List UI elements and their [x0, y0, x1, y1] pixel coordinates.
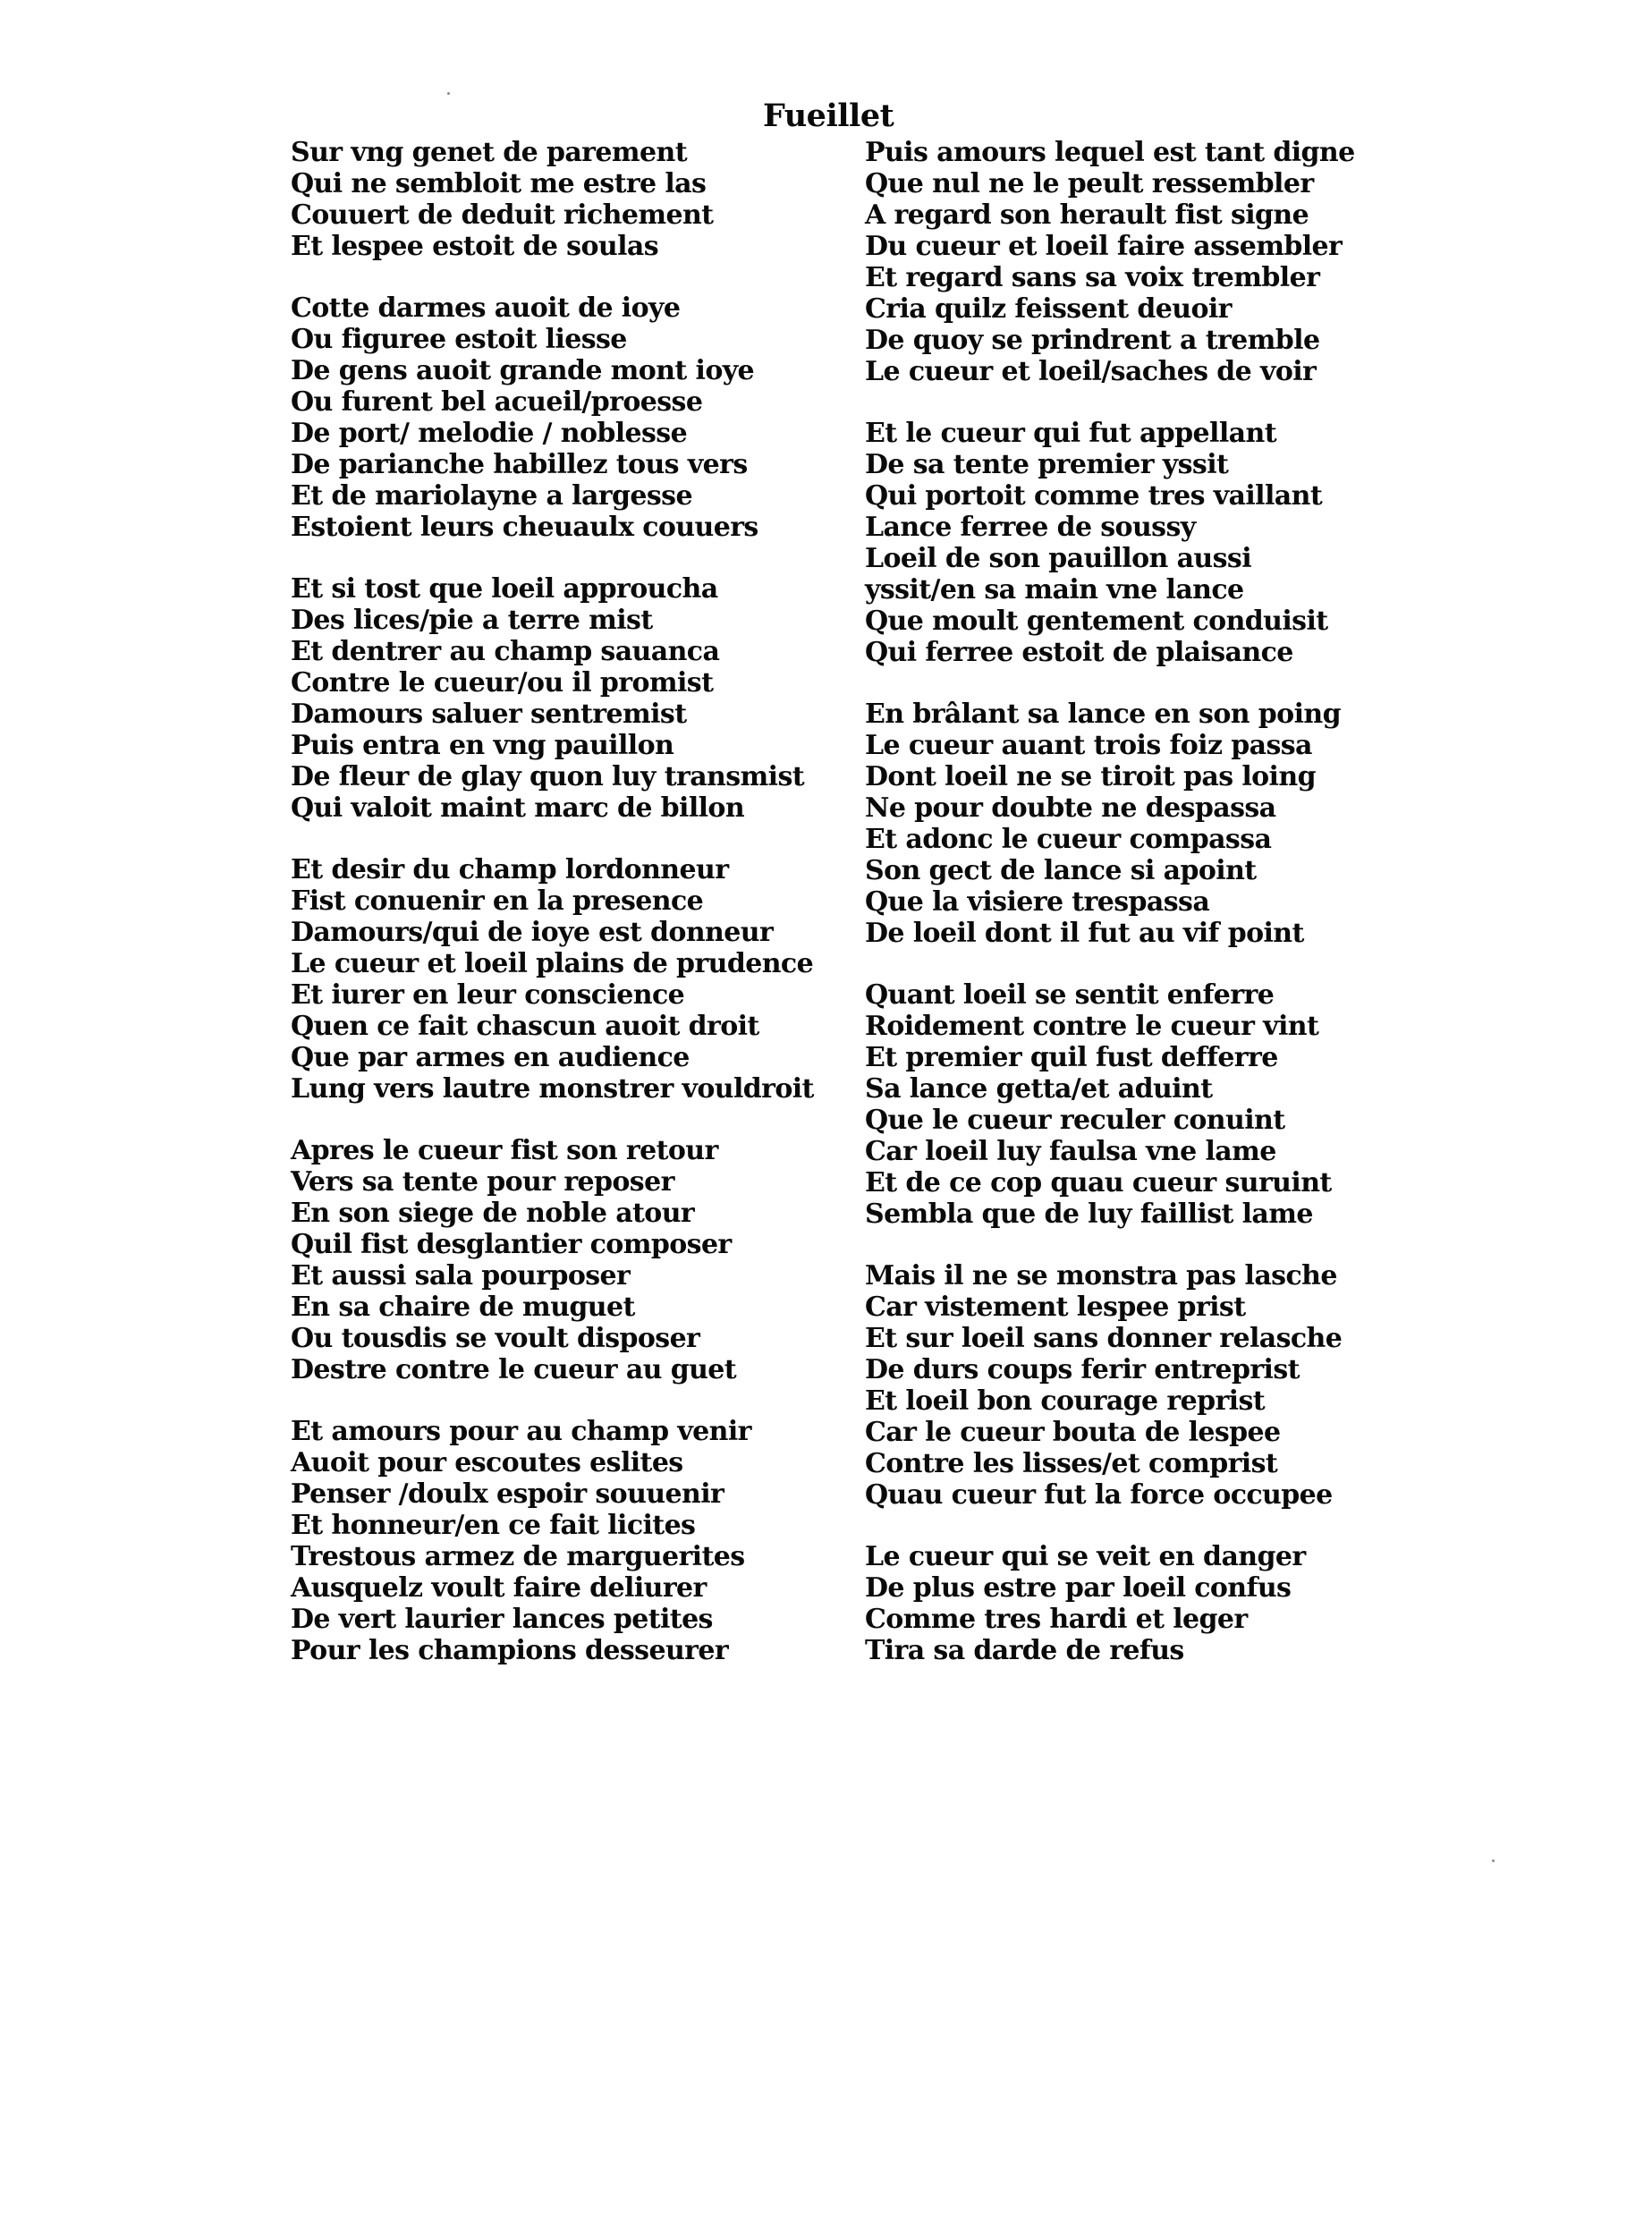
verse-line: Le cueur et loeil/saches de voir [865, 356, 1317, 387]
right-verse-column [865, 137, 1419, 1697]
verse-line: Puis amours lequel est tant digne [865, 137, 1355, 168]
verse-line: Quau cueur fut la force occupee [865, 1479, 1333, 1511]
verse-line: Loeil de son pauillon aussi [865, 543, 1251, 574]
verse-line: Damours/qui de ioye est donneur [291, 917, 774, 948]
verse-line: Et loeil bon courage reprist [865, 1385, 1265, 1417]
verse-line: Destre contre le cueur au guet [291, 1354, 737, 1385]
stanza [865, 137, 1419, 387]
verse-line: Et amours pour au champ venir [291, 1416, 751, 1447]
verse-line: Ne pour doubte ne despassa [865, 792, 1276, 824]
verse-line: Dont loeil ne se tiroit pas loing [865, 761, 1316, 792]
verse-line: De port/ melodie / noblesse [291, 418, 688, 449]
paper-speck [447, 92, 450, 95]
verse-line: Des lices/pie a terre mist [291, 605, 653, 636]
verse-line: Apres le cueur fist son retour [291, 1135, 718, 1166]
verse-line: De quoy se prindrent a tremble [865, 325, 1320, 356]
verse-line: Car loeil luy faulsa vne lame [865, 1136, 1276, 1167]
verse-line: Et regard sans sa voix trembler [865, 262, 1320, 293]
verse-line: Et adonc le cueur compassa [865, 824, 1272, 855]
verse-line: Sembla que de luy faillist lame [865, 1198, 1313, 1230]
verse-line: Ou tousdis se voult disposer [291, 1323, 700, 1354]
verse-line: Sur vng genet de parement [291, 137, 687, 168]
signature-mark: Fueillet [763, 97, 894, 134]
stanza [291, 1416, 827, 1666]
verse-line: De durs coups ferir entreprist [865, 1354, 1300, 1385]
verse-line: Et de mariolayne a largesse [291, 480, 692, 512]
verse-line: Le cueur auant trois foiz passa [865, 730, 1312, 761]
verse-line: Lance ferree de soussy [865, 512, 1196, 543]
verse-line: Comme tres hardi et leger [865, 1604, 1248, 1635]
verse-line: A regard son herault fist signe [865, 199, 1309, 231]
verse-line: Que le cueur reculer conuint [865, 1105, 1285, 1136]
verse-line: Trestous armez de marguerites [291, 1541, 745, 1572]
verse-line: Qui portoit comme tres vaillant [865, 480, 1323, 512]
stanza [865, 979, 1419, 1230]
stanza [865, 699, 1419, 949]
verse-line: Lung vers lautre monstrer vouldroit [291, 1073, 814, 1105]
verse-line: De sa tente premier yssit [865, 449, 1229, 480]
verse-line: Quil fist desglantier composer [291, 1229, 732, 1260]
verse-line: Cria quilz feissent deuoir [865, 293, 1232, 325]
verse-line: Son gect de lance si apoint [865, 855, 1257, 886]
verse-line: Estoient leurs cheuaulx couuers [291, 512, 758, 543]
left-verse-column [291, 137, 827, 1697]
verse-line: Et dentrer au champ sauanca [291, 636, 720, 667]
verse-line: Quen ce fait chascun auoit droit [291, 1011, 759, 1042]
verse-line: Que par armes en audience [291, 1042, 690, 1073]
verse-line: Et lespee estoit de soulas [291, 231, 659, 262]
verse-line: Et sur loeil sans donner relasche [865, 1323, 1343, 1354]
stanza [865, 418, 1419, 668]
verse-line: Et iurer en leur conscience [291, 979, 685, 1011]
verse-line: Et de ce cop quau cueur suruint [865, 1167, 1332, 1198]
verse-line: Puis entra en vng pauillon [291, 730, 674, 761]
verse-line: De loeil dont il fut au vif point [865, 918, 1304, 949]
verse-line: En son siege de noble atour [291, 1198, 695, 1229]
verse-line: Contre les lisses/et comprist [865, 1448, 1278, 1479]
verse-line: Contre le cueur/ou il promist [291, 667, 714, 699]
verse-line: Ausquelz voult faire deliurer [291, 1572, 707, 1604]
verse-line: Qui ne sembloit me estre las [291, 168, 707, 199]
verse-line: De vert laurier lances petites [291, 1604, 713, 1635]
verse-line: De parianche habillez tous vers [291, 449, 748, 480]
verse-line: Fist conuenir en la presence [291, 885, 704, 917]
verse-line: Tira sa darde de refus [865, 1635, 1184, 1666]
verse-line: Cotte darmes auoit de ioye [291, 292, 681, 324]
verse-line: Ou figuree estoit liesse [291, 324, 627, 355]
verse-line: De gens auoit grande mont ioye [291, 355, 755, 386]
verse-line: Et si tost que loeil approucha [291, 573, 718, 605]
verse-line: De fleur de glay quon luy transmist [291, 761, 805, 792]
verse-line: Du cueur et loeil faire assembler [865, 231, 1343, 262]
verse-line: Et aussi sala pourposer [291, 1260, 631, 1292]
verse-line: Et le cueur qui fut appellant [865, 418, 1276, 449]
verse-line: Que nul ne le peult ressembler [865, 168, 1314, 199]
verse-line: Quant loeil se sentit enferre [865, 979, 1275, 1011]
verse-line: yssit/en sa main vne lance [865, 574, 1244, 606]
stanza [291, 1135, 827, 1385]
verse-line: Et desir du champ lordonneur [291, 854, 729, 885]
verse-line: Qui valoit maint marc de billon [291, 792, 745, 824]
verse-line: Le cueur et loeil plains de prudence [291, 948, 814, 979]
stanza [291, 292, 827, 543]
stanza [291, 854, 827, 1105]
verse-line: Sa lance getta/et aduint [865, 1073, 1213, 1105]
verse-line: En brâlant sa lance en son poing [865, 699, 1341, 730]
verse-line: De plus estre par loeil confus [865, 1572, 1292, 1604]
verse-line: En sa chaire de muguet [291, 1292, 635, 1323]
verse-line: Car le cueur bouta de lespee [865, 1417, 1281, 1448]
stanza [865, 1541, 1419, 1666]
verse-line: Et honneur/en ce fait licites [291, 1510, 696, 1541]
verse-line: Mais il ne se monstra pas lasche [865, 1260, 1337, 1292]
verse-line: Damours saluer sentremist [291, 699, 687, 730]
verse-line: Vers sa tente pour reposer [291, 1166, 674, 1198]
verse-line: Le cueur qui se veit en danger [865, 1541, 1306, 1572]
paper-speck [1492, 1859, 1495, 1862]
verse-line: Penser /doulx espoir souuenir [291, 1478, 724, 1510]
verse-line: Couuert de deduit richement [291, 199, 714, 231]
verse-line: Roidement contre le cueur vint [865, 1011, 1319, 1042]
verse-line: Ou furent bel acueil/proesse [291, 386, 703, 418]
verse-line: Que la visiere trespassa [865, 886, 1210, 918]
stanza [291, 573, 827, 824]
verse-line: Car vistement lespee prist [865, 1292, 1246, 1323]
verse-line: Et premier quil fust defferre [865, 1042, 1278, 1073]
stanza [291, 137, 827, 262]
verse-line: Auoit pour escoutes eslites [291, 1447, 683, 1478]
verse-line: Que moult gentement conduisit [865, 606, 1328, 637]
stanza [865, 1260, 1419, 1511]
verse-line: Pour les champions desseurer [291, 1635, 729, 1666]
verse-line: Qui ferree estoit de plaisance [865, 637, 1293, 668]
